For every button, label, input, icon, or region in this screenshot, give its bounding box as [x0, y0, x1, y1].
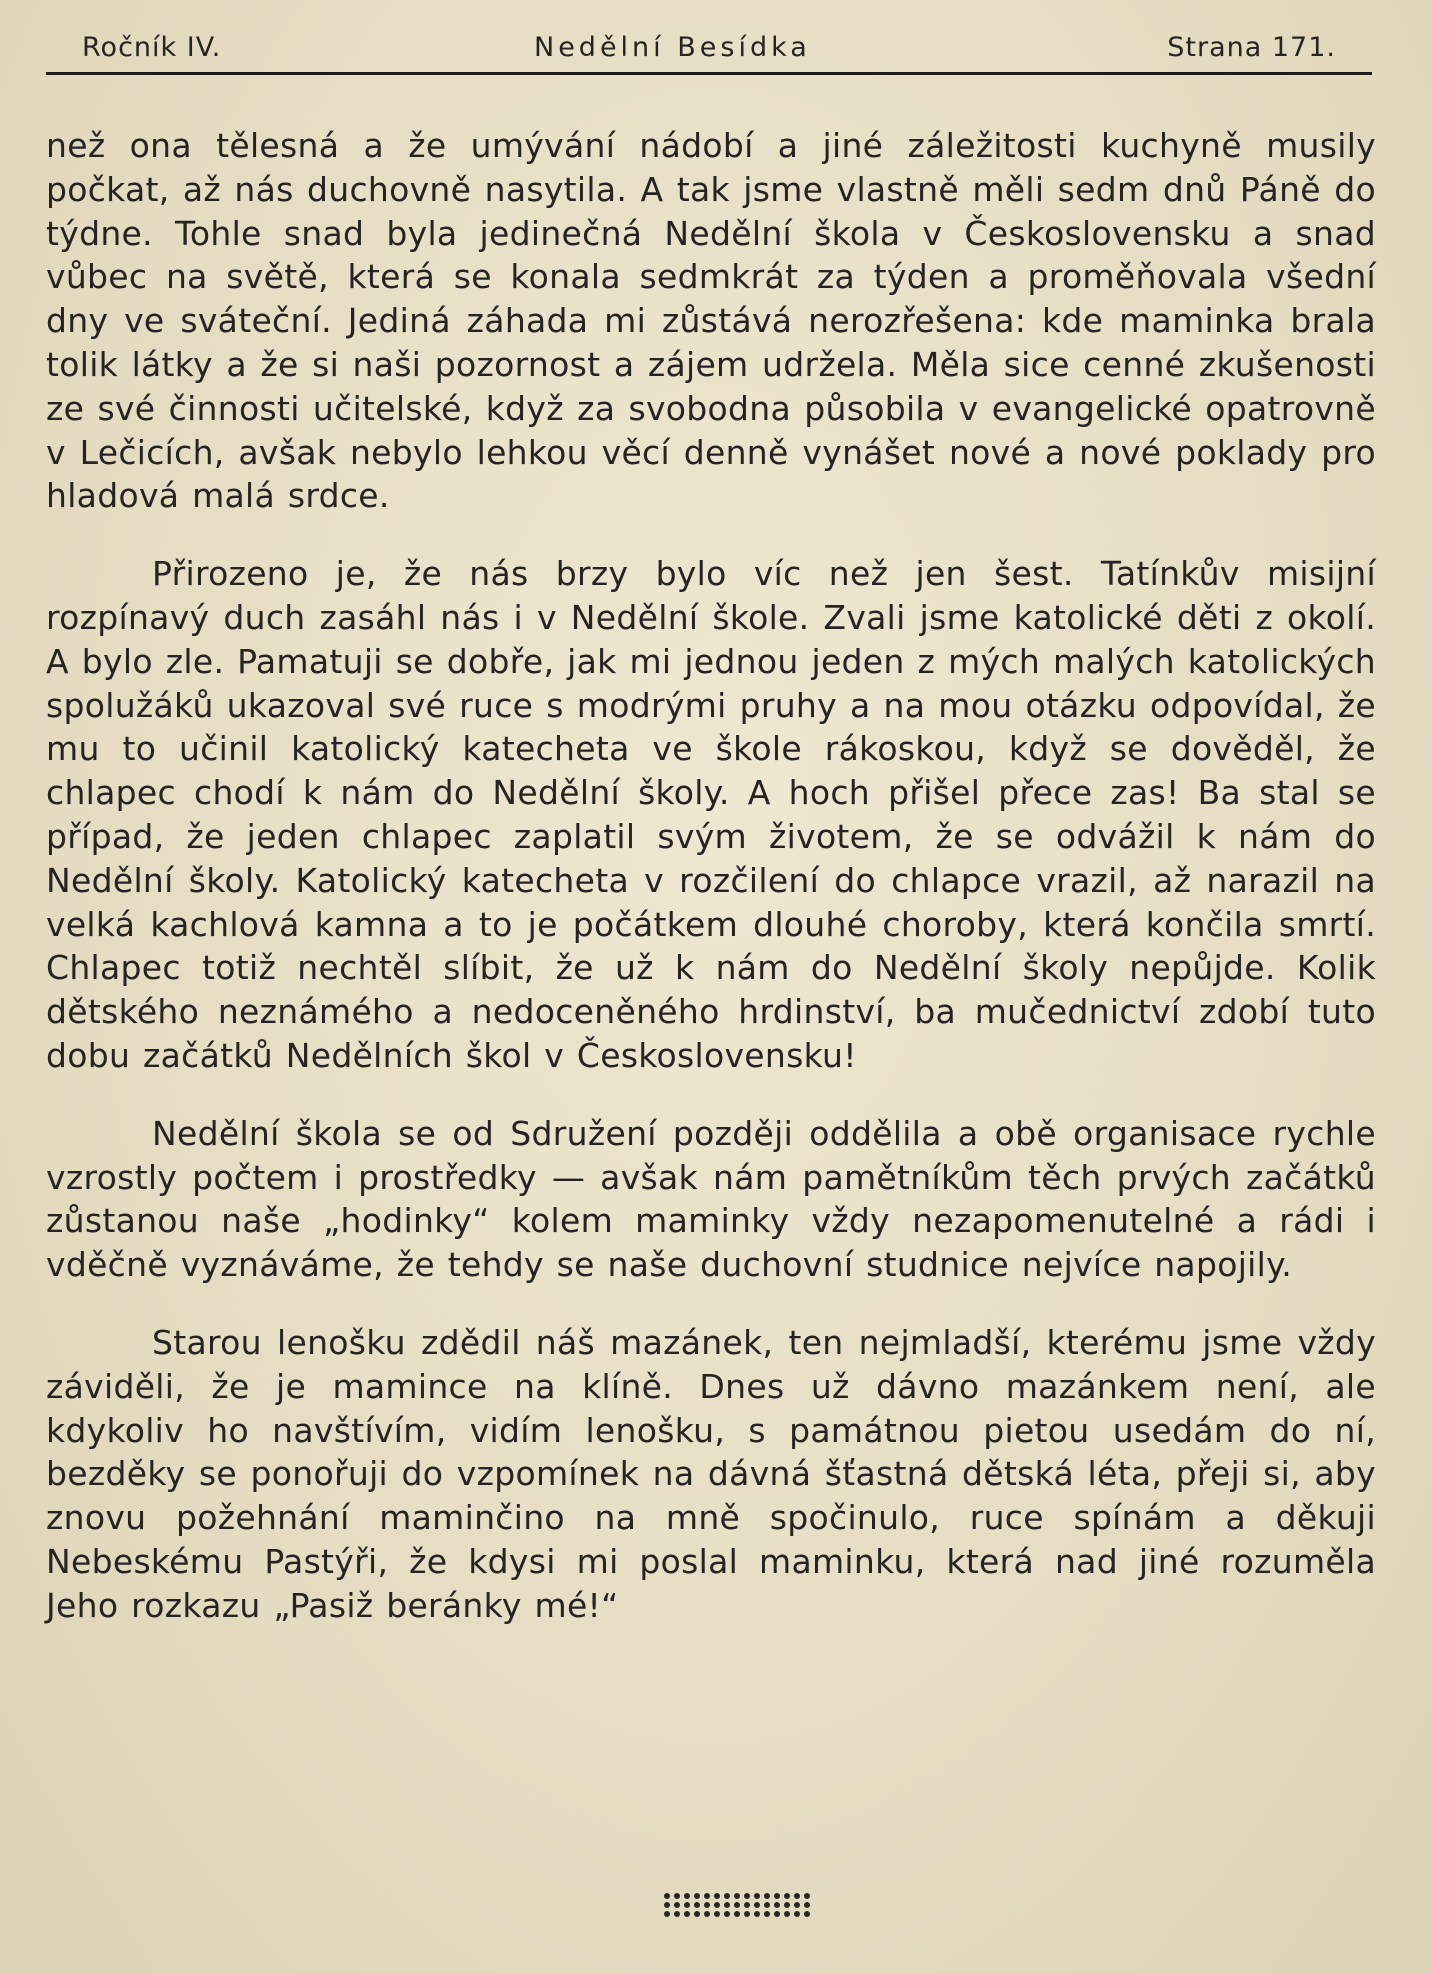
running-head	[46, 26, 1372, 70]
volume-label: Ročník IV.	[82, 32, 222, 63]
header-rule	[46, 72, 1372, 75]
article-body	[46, 124, 1376, 1628]
paragraph-continued: než ona tělesná a že umývání nádobí a jiné záležitosti kuchyně musily počkat, až nás duchovně nasytila. A tak jsme vlastně měli sedm dnů Páně do týdne. Tohle snad byla jedinečná Nedělní škola v Československu a snad vůbec na světě, která se konala sedmkrát za týden a proměňovala všední dny ve sváteční. Jediná záhada mi zůstává nerozřešena: kde maminka brala tolik látky a že si naši pozornost a zájem udržela. Měla sice cenné zkušenosti ze své činnosti učitelské, když za svobodna působila v evangelické opatrovně v Lečicích, avšak nebylo lehkou věcí denně vynášet nové a nové poklady pro hladová malá srdce.	[46, 126, 1376, 516]
paragraph: Starou lenošku zdědil náš mazánek, ten nejmladší, kterému jsme vždy záviděli, že je mamince na klíně. Dnes už dávno mazánkem není, ale kdykoliv ho navštívím, vidím lenošku, s památnou pietou usedám do ní, bezděky se ponořuji do vzpomínek na dávná šťastná dětská léta, přeji si, aby znovu požehnání maminčino na mně spočinulo, ruce spínám a děkuji Nebeskému Pastýři, že kdysi mi poslal maminku, která nad jiné rozuměla Jeho rozkazu „Pasiž beránky mé!“	[46, 1322, 1376, 1625]
dot-ornament-icon	[659, 1890, 819, 1920]
end-ornament	[636, 1876, 796, 1906]
paragraph: Přirozeno je, že nás brzy bylo víc než jen šest. Tatínkův misijní rozpínavý duch zasáhl nás i v Nedělní škole. Zvali jsme katolické děti z okolí. A bylo zle. Pamatuji se dobře, jak mi jednou jeden z mých malých katolických spolužáků ukazoval své ruce s modrými pruhy a na mou otázku odpovídal, že mu to učinil katolický katecheta ve škole rákoskou, když se dověděl, že chlapec chodí k nám do Nedělní školy. A hoch přišel přece zas! Ba stal se případ, že jeden chlapec zaplatil svým životem, že se odvážil k nám do Nedělní školy. Katolický katecheta v rozčilení do chlapce vrazil, až narazil na velká kachlová kamna a to je počátkem dlouhé choroby, která končila smrtí. Chlapec totiž nechtěl slíbit, že už k nám do Nedělní školy nepůjde. Kolik dětského neznámého a nedoceněného hrdinství, ba mučednictví zdobí tuto dobu začátků Nedělních škol v Československu!	[46, 554, 1376, 1075]
periodical-title: Nedělní Besídka	[534, 32, 811, 63]
page-number: Strana 171.	[1167, 32, 1336, 63]
paragraph: Nedělní škola se od Sdružení později oddělila a obě organisace rychle vzrostly počtem i prostředky — avšak nám pamětníkům těch prvých začátků zůstanou naše „hodinky“ kolem maminky vždy nezapomenutelné a rádi i vděčně vyznáváme, že tehdy se naše duchovní studnice nejvíce napojily.	[46, 1113, 1376, 1285]
